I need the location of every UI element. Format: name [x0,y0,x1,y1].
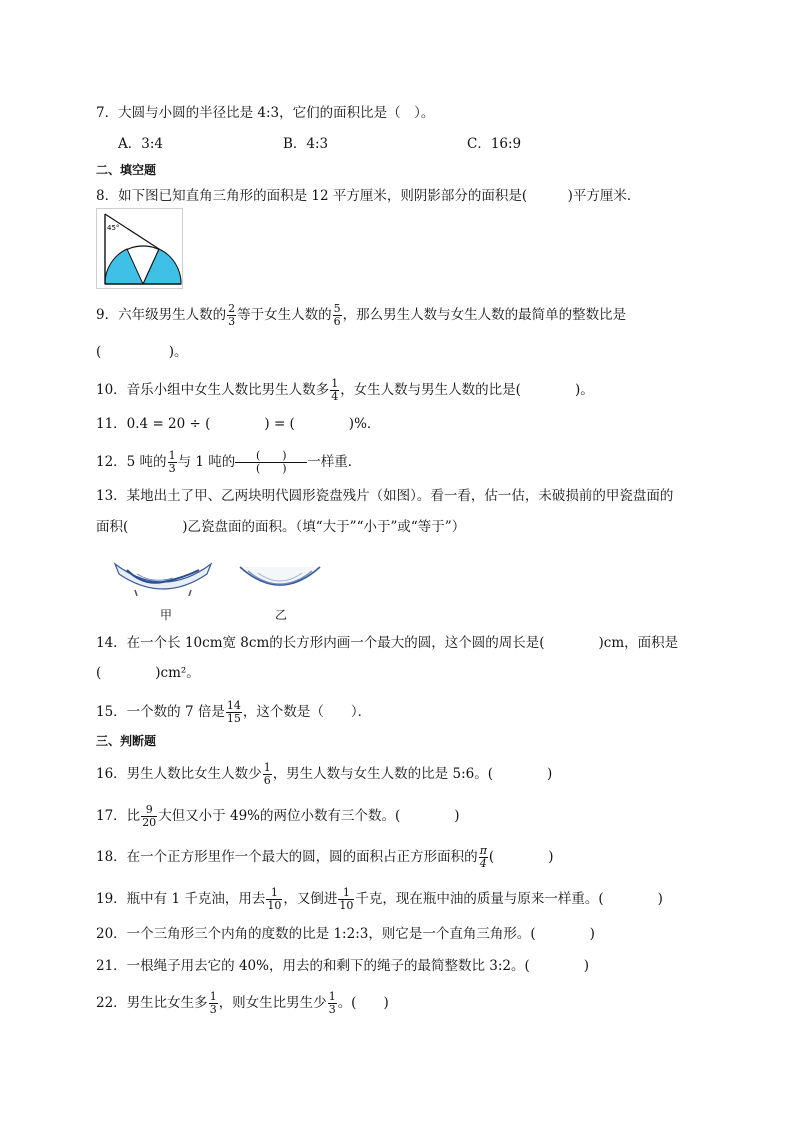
q13-plate-fragment-a [113,560,213,596]
question-10 [96,378,594,403]
question-20: 20．一个三角形三个内角的度数的比是 1:2:3，则它是一个直角三角形。( ) [96,926,595,942]
q16-text-post: ，男生人数与女生人数的比是 5:6。( ) [272,766,553,782]
q17-text-post: 大但又小于 49%的两位小数有三个数。( ) [158,808,460,824]
q7-option-c: C．16:9 [467,136,522,152]
question-18 [96,845,553,870]
q9-text-post: ，那么男生人数与女生人数的最简单的整数比是 [342,307,627,323]
question-11: 11．0.4 = 20 ÷ ( ) = ( )%． [96,416,381,432]
q22-fraction-1: $\frac{1}{3}$ [209,990,217,1016]
q12-fraction: $\frac{1}{3}$ [168,449,176,475]
q18-text-post: ( ) [488,849,554,865]
section-title-fill-in: 二、填空题 [96,163,157,177]
q7-option-a: A．3:4 [118,136,163,152]
question-19 [96,887,663,912]
q12-text-mid: 与 1 吨的 [177,454,236,470]
question-22 [96,991,389,1016]
q8-text: 8．如下图已知直角三角形的面积是 12 平方厘米，则阴影部分的面积是( )平方厘米． [96,188,641,204]
question-7 [96,103,434,123]
q13-label-yi: 乙 [275,608,288,622]
q9-answer-blank: ( )。 [96,344,188,360]
q19-text-post: 千克，现在瓶中油的质量与原来一样重。( ) [355,891,663,907]
q7-option-b: B．4:3 [283,136,329,152]
q22-text-post: 。( ) [337,995,389,1011]
q22-text-pre: 22．男生比女生多 [96,995,208,1011]
q17-text-pre: 17．比 [96,808,141,824]
q15-text-pre: 15．一个数的 7 倍是 [96,704,225,720]
q12-text-post: 一样重． [307,454,362,470]
question-16 [96,762,552,787]
question-9 [96,303,626,328]
section-title-judgment: 三、判断题 [96,734,157,748]
q10-text-post: ，女生人数与男生人数的比是( )。 [340,382,594,398]
q19-text-pre: 19．瓶中有 1 千克油，用去 [96,891,266,907]
q22-text-mid: ，则女生比男生少 [218,995,327,1011]
q19-fraction-2: $\frac{1}{10}$ [339,886,354,912]
q15-fraction: $\frac{14}{15}$ [226,699,241,725]
q13-plate-fragment-b [238,563,322,593]
q18-fraction: $\frac{\pi}{4}$ [479,844,487,870]
q9-text-pre: 9．六年级男生人数的 [96,307,227,323]
q12-blank-fraction: $\frac{( )}{( )}$ [236,450,306,475]
q9-fraction-1: $\frac{2}{3}$ [228,302,236,328]
q19-text-mid: ，又倒进 [283,891,338,907]
q12-text-pre: 12．5 吨的 [96,454,167,470]
q10-fraction: $\frac{1}{4}$ [331,377,339,403]
q13-line-2: 面积( )乙瓷盘面的面积。（填“大于”“小于”或“等于”） [96,519,466,535]
q10-text-pre: 10．音乐小组中女生人数比男生人数多 [96,382,330,398]
q19-fraction-1: $\frac{1}{10}$ [267,886,282,912]
question-15 [96,700,371,725]
q18-text-pre: 18．在一个正方形里作一个最大的圆，圆的面积占正方形面积的 [96,849,478,865]
q9-text-mid: 等于女生人数的 [237,307,332,323]
q8-angle-label: 45° [107,224,120,232]
q8-triangle-semicircle-figure [96,208,184,290]
q9-fraction-2: $\frac{5}{6}$ [333,302,341,328]
q16-text-pre: 16．男生人数比女生人数少 [96,766,262,782]
q22-fraction-2: $\frac{1}{3}$ [328,990,336,1016]
question-21: 21．一根绳子用去它的 40%，用去的和剩下的绳子的最简整数比 3:2。( ) [96,958,590,974]
question-8 [96,186,640,206]
question-12 [96,446,361,478]
q14-line-1: 14．在一个长 10cm宽 8cm的长方形内画一个最大的圆，这个圆的周长是( )cm，面积是 [96,635,679,651]
q13-line-1: 13．某地出土了甲、乙两块明代圆形瓷盘残片（如图）。看一看，估一估，未破损前的甲瓷盘面的 [96,488,674,504]
q13-label-jia: 甲 [160,608,173,622]
q14-line-2: ( )cm²。 [96,665,200,681]
q16-fraction: $\frac{1}{6}$ [263,761,271,787]
question-17 [96,804,460,829]
q17-fraction: $\frac{9}{20}$ [142,803,157,829]
q7-stem: 7．大圆与小圆的半径比是 4:3，它们的面积比是（ ）。 [96,105,435,121]
q15-text-post: ，这个数是（ ）． [242,704,372,720]
